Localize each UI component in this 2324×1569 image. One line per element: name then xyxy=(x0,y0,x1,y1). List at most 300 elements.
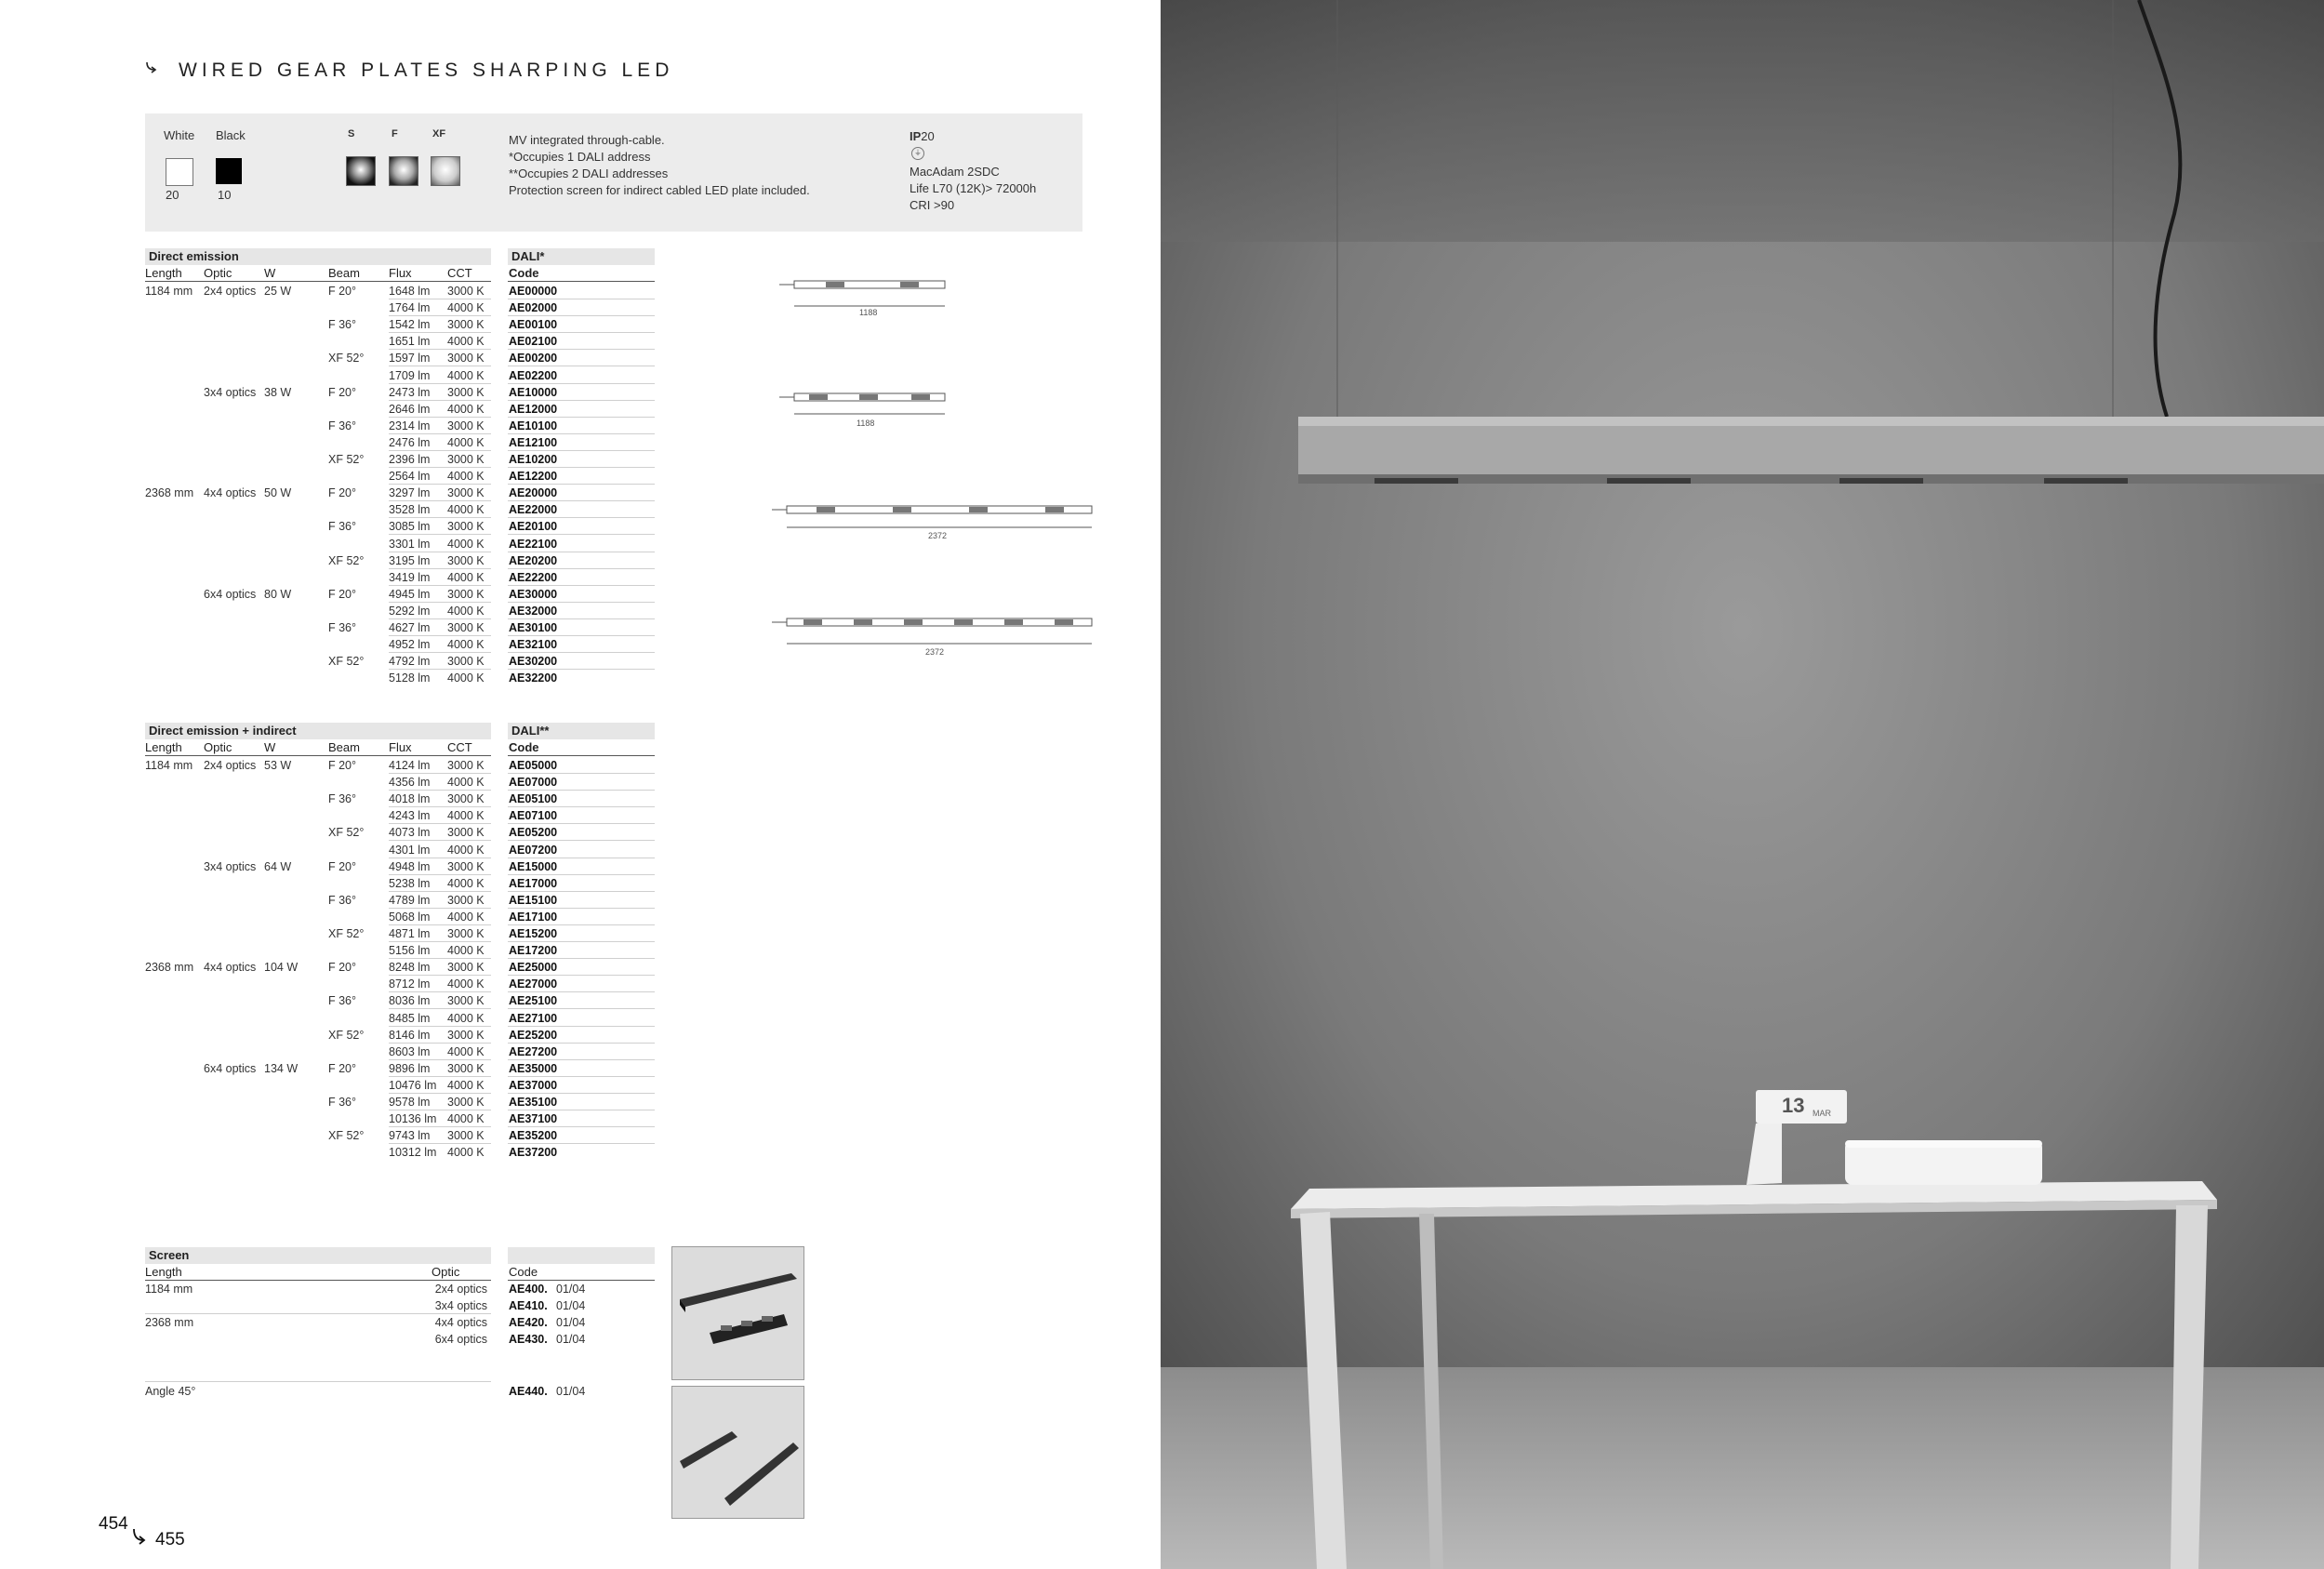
t1-header-optic: Optic xyxy=(204,266,232,280)
t2-cell: 3000 K xyxy=(447,759,485,772)
table-row xyxy=(145,468,655,485)
t2-header-w: W xyxy=(264,740,276,754)
table-row xyxy=(145,1010,655,1027)
screen-code: AE420. xyxy=(509,1316,548,1329)
t1-cell: 3195 lm xyxy=(389,553,431,567)
table-row xyxy=(145,1314,655,1331)
t1-cell: XF 52° xyxy=(328,655,365,669)
screen-optic: 6x4 optics xyxy=(434,1333,487,1346)
table-row xyxy=(145,1110,655,1127)
table-row xyxy=(145,774,655,791)
black-label: Black xyxy=(216,128,246,142)
screen-suffix: 01/04 xyxy=(556,1316,586,1329)
t2-code: AE25100 xyxy=(509,994,558,1008)
t1-cell: 4000 K xyxy=(447,301,485,315)
t2-code: AE17000 xyxy=(509,876,558,890)
t2-cell: 3000 K xyxy=(447,1129,485,1143)
t1-header-cct: CCT xyxy=(447,266,472,280)
screen-suffix: 01/04 xyxy=(556,1283,586,1296)
t1-cell: XF 52° xyxy=(328,352,365,366)
screen-length-header: Length xyxy=(145,1265,182,1279)
t1-cell: 4952 lm xyxy=(389,638,431,652)
t2-cell: 3000 K xyxy=(447,859,485,873)
black-swatch xyxy=(216,158,242,184)
t1-cell: 3000 K xyxy=(447,352,485,366)
t2-cell: 4948 lm xyxy=(389,859,431,873)
table-row xyxy=(145,1331,655,1348)
t2-header-rule xyxy=(145,755,491,756)
angle-rule xyxy=(145,1381,491,1382)
t1-header-w: W xyxy=(264,266,276,280)
t2-cell: F 36° xyxy=(328,893,357,907)
table-row xyxy=(145,501,655,518)
t1-cell: 2476 lm xyxy=(389,435,431,449)
t2-code: AE27100 xyxy=(509,1011,558,1025)
table-row xyxy=(145,367,655,384)
t1-cell: 2314 lm xyxy=(389,419,431,432)
t2-cell: F 20° xyxy=(328,759,357,772)
t2-header-code: Code xyxy=(509,740,539,754)
t2-cell: 4000 K xyxy=(447,843,485,857)
dimension-2: 1188 xyxy=(857,419,875,428)
t2-cell: 4000 K xyxy=(447,776,485,790)
t1-code: AE20100 xyxy=(509,520,558,534)
t2-header-optic: Optic xyxy=(204,740,232,754)
table-row xyxy=(145,316,655,333)
t2-code: AE07200 xyxy=(509,843,558,857)
t2-cell: 4000 K xyxy=(447,1112,485,1126)
t2-code-rule xyxy=(508,755,655,756)
t1-code: AE12100 xyxy=(509,435,558,449)
table-row xyxy=(145,536,655,552)
t1-code: AE30000 xyxy=(509,587,558,601)
t2-code: AE35200 xyxy=(509,1129,558,1143)
dimension-1: 1188 xyxy=(859,308,878,317)
table-row xyxy=(145,384,655,401)
note-line-4: Protection screen for indirect cabled LED plate included. xyxy=(509,183,810,197)
angle-screen-product-image xyxy=(671,1386,804,1519)
t2-cell: 4000 K xyxy=(447,1078,485,1092)
table-row xyxy=(145,451,655,468)
t1-cell: F 36° xyxy=(328,419,357,432)
t2-cell: 4000 K xyxy=(447,809,485,823)
drawing-1184-3x4 xyxy=(779,393,945,414)
t2-cell: 3000 K xyxy=(447,1028,485,1042)
table-row xyxy=(145,670,655,686)
table-row xyxy=(145,1060,655,1077)
t1-header-beam: Beam xyxy=(328,266,360,280)
table-row xyxy=(145,1044,655,1060)
t1-cell: 2564 lm xyxy=(389,470,431,484)
t2-cell: 5156 lm xyxy=(389,944,431,958)
t2-code: AE07000 xyxy=(509,776,558,790)
t2-cell: 2368 mm xyxy=(145,961,194,975)
t2-cell: 6x4 optics xyxy=(204,1061,257,1075)
t2-cell: 1184 mm xyxy=(145,759,193,772)
table-row xyxy=(145,909,655,925)
screen-optic: 2x4 optics xyxy=(434,1283,487,1296)
luminaire-drawings xyxy=(772,274,1107,684)
t2-cell: 4x4 optics xyxy=(204,961,257,975)
table-row xyxy=(145,858,655,875)
catalog-page-left xyxy=(0,0,1161,1569)
angle-length: Angle 45° xyxy=(145,1385,196,1398)
ip-rating: IP20 xyxy=(910,129,935,143)
t2-cell: 53 W xyxy=(264,759,292,772)
t2-code: AE05200 xyxy=(509,826,558,840)
t2-cell: F 36° xyxy=(328,792,357,806)
t2-cell: 2x4 optics xyxy=(204,759,257,772)
white-code: 20 xyxy=(166,188,179,202)
t1-cell: 4000 K xyxy=(447,570,485,584)
t2-cell: XF 52° xyxy=(328,1028,365,1042)
t1-cell: F 36° xyxy=(328,621,357,634)
drawing-1184-2x4 xyxy=(779,281,945,306)
t1-cell: 38 W xyxy=(264,385,292,399)
t1-cell: F 20° xyxy=(328,385,357,399)
t2-cell: 8146 lm xyxy=(389,1028,431,1042)
t1-cell: 3419 lm xyxy=(389,570,431,584)
macadam-spec: MacAdam 2SDC xyxy=(910,165,1000,179)
table-row xyxy=(145,586,655,603)
t1-cell: 1709 lm xyxy=(389,368,431,382)
t2-cell: XF 52° xyxy=(328,927,365,940)
t2-code: AE37000 xyxy=(509,1078,558,1092)
t2-cell: 8036 lm xyxy=(389,994,431,1008)
t2-code: AE15000 xyxy=(509,859,558,873)
page-number-right: 455 xyxy=(155,1530,185,1549)
t2-cell: 8712 lm xyxy=(389,977,431,991)
t2-cell: F 36° xyxy=(328,994,357,1008)
t1-cell: 3000 K xyxy=(447,453,485,466)
dimension-4: 2372 xyxy=(925,647,945,657)
table-row xyxy=(145,791,655,807)
table-row xyxy=(145,959,655,976)
t1-cell: 2396 lm xyxy=(389,453,431,466)
t1-cell: 25 W xyxy=(264,285,292,298)
t2-code: AE27000 xyxy=(509,977,558,991)
table-row xyxy=(145,333,655,350)
white-swatch xyxy=(166,158,193,186)
t1-cell: 1542 lm xyxy=(389,318,431,332)
t2-code: AE37200 xyxy=(509,1146,558,1160)
t2-cell: 8248 lm xyxy=(389,961,431,975)
screen-product-image xyxy=(671,1246,804,1380)
optic-s-icon xyxy=(346,156,376,186)
arrow-icon xyxy=(143,58,162,76)
t2-cell: 4000 K xyxy=(447,876,485,890)
earth-icon: ⏚ xyxy=(911,147,924,160)
finish-info-box xyxy=(145,113,1082,232)
t1-code: AE20200 xyxy=(509,553,558,567)
t1-code: AE22100 xyxy=(509,537,558,551)
t2-cell: 10136 lm xyxy=(389,1112,437,1126)
t1-cell: 4792 lm xyxy=(389,655,431,669)
t1-cell: 1764 lm xyxy=(389,301,431,315)
t1-cell: 4000 K xyxy=(447,335,485,349)
cri-spec: CRI >90 xyxy=(910,198,955,212)
table-row xyxy=(145,418,655,434)
t1-cell: 1184 mm xyxy=(145,285,193,298)
t2-code: AE35100 xyxy=(509,1096,558,1109)
t1-cell: 4000 K xyxy=(447,604,485,618)
t2-cell: 9578 lm xyxy=(389,1096,431,1109)
t1-cell: 3000 K xyxy=(447,587,485,601)
table-row xyxy=(145,653,655,670)
screen-suffix: 01/04 xyxy=(556,1299,586,1312)
screen-table-title: Screen xyxy=(145,1247,491,1264)
t1-header-length: Length xyxy=(145,266,182,280)
t2-cell: 5238 lm xyxy=(389,876,431,890)
t2-cell: 4871 lm xyxy=(389,927,431,940)
t1-header-flux: Flux xyxy=(389,266,412,280)
t1-cell: 4000 K xyxy=(447,368,485,382)
t1-code: AE10000 xyxy=(509,385,558,399)
t1-cell: 2x4 optics xyxy=(204,285,257,298)
t2-cell: 5068 lm xyxy=(389,910,431,924)
t1-cell: 3000 K xyxy=(447,553,485,567)
t1-dali: DALI* xyxy=(508,248,655,265)
t1-code: AE10100 xyxy=(509,419,558,432)
t1-code: AE02000 xyxy=(509,301,558,315)
table-row xyxy=(145,807,655,824)
drawing-2368-6x4 xyxy=(772,618,1092,644)
table-row xyxy=(145,925,655,942)
screen-code-head xyxy=(508,1247,655,1264)
t2-cell: 4000 K xyxy=(447,1044,485,1058)
screen-code: AE400. xyxy=(509,1283,548,1296)
t1-code: AE00000 xyxy=(509,285,558,298)
table-row xyxy=(145,976,655,992)
optic-label-xf: XF xyxy=(432,128,446,140)
t1-cell: 4x4 optics xyxy=(204,486,257,500)
table-row xyxy=(145,283,655,299)
t1-cell: 80 W xyxy=(264,587,292,601)
t2-cell: 3000 K xyxy=(447,961,485,975)
dimension-3: 2372 xyxy=(928,531,948,540)
t1-cell: 4945 lm xyxy=(389,587,431,601)
t2-cell: 3000 K xyxy=(447,826,485,840)
t1-cell: 3528 lm xyxy=(389,503,431,517)
arrow-icon-small xyxy=(130,1527,154,1548)
table-row xyxy=(145,603,655,619)
t2-code: AE17100 xyxy=(509,910,558,924)
t1-code: AE20000 xyxy=(509,486,558,500)
screen-suffix: 01/04 xyxy=(556,1333,586,1346)
table-row xyxy=(145,485,655,501)
t1-code: AE10200 xyxy=(509,453,558,466)
t1-code: AE02100 xyxy=(509,335,558,349)
t2-title: Direct emission + indirect xyxy=(145,723,491,739)
t1-cell: 2646 lm xyxy=(389,402,431,416)
screen-optic: 4x4 optics xyxy=(434,1316,487,1329)
t1-code: AE12000 xyxy=(509,402,558,416)
table-row xyxy=(145,757,655,774)
t1-cell: F 20° xyxy=(328,486,357,500)
table-row xyxy=(145,1094,655,1110)
white-label: White xyxy=(164,128,195,142)
t1-cell: F 36° xyxy=(328,318,357,332)
screen-optic: 3x4 optics xyxy=(434,1299,487,1312)
screen-code: AE410. xyxy=(509,1299,548,1312)
angle-suffix: 01/04 xyxy=(556,1385,586,1398)
optic-label-f: F xyxy=(392,128,398,140)
note-line-2: *Occupies 1 DALI address xyxy=(509,150,651,164)
t1-cell: 4000 K xyxy=(447,671,485,685)
t2-code: AE35000 xyxy=(509,1061,558,1075)
t2-dali: DALI** xyxy=(508,723,655,739)
t2-cell: 3000 K xyxy=(447,792,485,806)
t1-cell: 4000 K xyxy=(447,638,485,652)
table-row xyxy=(145,892,655,909)
t2-cell: 4243 lm xyxy=(389,809,431,823)
t1-code: AE32200 xyxy=(509,671,558,685)
t2-header-beam: Beam xyxy=(328,740,360,754)
t2-cell: 4789 lm xyxy=(389,893,431,907)
t1-cell: 1597 lm xyxy=(389,352,431,366)
note-line-3: **Occupies 2 DALI addresses xyxy=(509,166,669,180)
t1-cell: 5128 lm xyxy=(389,671,431,685)
optic-xf-icon xyxy=(431,156,460,186)
t1-code: AE32100 xyxy=(509,638,558,652)
t1-code: AE22200 xyxy=(509,570,558,584)
t1-cell: 3000 K xyxy=(447,419,485,432)
t1-cell: 3000 K xyxy=(447,285,485,298)
table-row xyxy=(145,842,655,858)
t1-code: AE30200 xyxy=(509,655,558,669)
t2-cell: 4000 K xyxy=(447,1146,485,1160)
t1-header-code: Code xyxy=(509,266,539,280)
t1-cell: 4627 lm xyxy=(389,621,431,634)
t1-code-rule xyxy=(508,281,655,282)
table-row xyxy=(145,569,655,586)
table-row xyxy=(145,636,655,653)
black-code: 10 xyxy=(218,188,232,202)
t2-cell: 134 W xyxy=(264,1061,299,1075)
t1-cell: XF 52° xyxy=(328,453,365,466)
screen-code-header: Code xyxy=(509,1265,538,1279)
life-spec: Life L70 (12K)> 72000h xyxy=(910,181,1037,195)
t1-cell: 3000 K xyxy=(447,520,485,534)
t1-cell: 3000 K xyxy=(447,318,485,332)
t1-cell: 6x4 optics xyxy=(204,587,257,601)
screen-optic-header: Optic xyxy=(432,1265,460,1279)
t2-cell: 8603 lm xyxy=(389,1044,431,1058)
t2-code: AE05100 xyxy=(509,792,558,806)
screen-length: 2368 mm xyxy=(145,1316,194,1329)
t1-title: Direct emission xyxy=(145,248,491,265)
note-line-1: MV integrated through-cable. xyxy=(509,133,665,147)
table-row xyxy=(145,552,655,569)
t2-header-length: Length xyxy=(145,740,182,754)
t2-cell: 4073 lm xyxy=(389,826,431,840)
table-row xyxy=(145,875,655,892)
t1-code: AE02200 xyxy=(509,368,558,382)
screen-code: AE430. xyxy=(509,1333,548,1346)
screen-length: 1184 mm xyxy=(145,1283,193,1296)
t1-cell: F 20° xyxy=(328,587,357,601)
t2-cell: 9743 lm xyxy=(389,1129,431,1143)
t1-cell: 4000 K xyxy=(447,435,485,449)
t2-cell: 8485 lm xyxy=(389,1011,431,1025)
t2-cell: F 20° xyxy=(328,961,357,975)
t2-cell: 3000 K xyxy=(447,1061,485,1075)
table-row xyxy=(145,619,655,636)
t1-cell: 4000 K xyxy=(447,402,485,416)
t1-cell: 3301 lm xyxy=(389,537,431,551)
t2-header-cct: CCT xyxy=(447,740,472,754)
t1-cell: 3x4 optics xyxy=(204,385,257,399)
t1-cell: 3000 K xyxy=(447,486,485,500)
table-row xyxy=(145,1297,655,1314)
t2-cell: 4124 lm xyxy=(389,759,431,772)
t2-code: AE37100 xyxy=(509,1112,558,1126)
table-row xyxy=(145,401,655,418)
table-row xyxy=(145,942,655,959)
t2-cell: F 36° xyxy=(328,1096,357,1109)
page-title: WIRED GEAR PLATES SHARPING LED xyxy=(179,60,674,81)
t2-cell: 4018 lm xyxy=(389,792,431,806)
t2-cell: 3x4 optics xyxy=(204,859,257,873)
table-row xyxy=(145,518,655,535)
t1-cell: 4000 K xyxy=(447,537,485,551)
table-row xyxy=(145,1281,655,1297)
t2-cell: 3000 K xyxy=(447,994,485,1008)
t1-cell: 3000 K xyxy=(447,621,485,634)
t2-cell: 4000 K xyxy=(447,944,485,958)
t1-code: AE30100 xyxy=(509,621,558,634)
t2-cell: 10312 lm xyxy=(389,1146,437,1160)
t1-cell: F 20° xyxy=(328,285,357,298)
t1-cell: 3085 lm xyxy=(389,520,431,534)
t2-code: AE05000 xyxy=(509,759,558,772)
t1-cell: 1648 lm xyxy=(389,285,431,298)
t2-cell: 4301 lm xyxy=(389,843,431,857)
t1-cell: 2368 mm xyxy=(145,486,194,500)
t1-cell: 3000 K xyxy=(447,385,485,399)
t2-cell: 3000 K xyxy=(447,1096,485,1109)
t2-cell: 4000 K xyxy=(447,1011,485,1025)
t1-code: AE12200 xyxy=(509,470,558,484)
t1-cell: 4000 K xyxy=(447,503,485,517)
table-row xyxy=(145,1127,655,1144)
t2-cell: 3000 K xyxy=(447,927,485,940)
drawing-2368-4x4 xyxy=(772,506,1092,527)
t2-code: AE27200 xyxy=(509,1044,558,1058)
t2-code: AE25000 xyxy=(509,961,558,975)
table-row xyxy=(145,824,655,841)
t1-cell: 1651 lm xyxy=(389,335,431,349)
t2-cell: XF 52° xyxy=(328,1129,365,1143)
table-row xyxy=(145,1077,655,1094)
t2-cell: 104 W xyxy=(264,961,299,975)
t2-cell: 4000 K xyxy=(447,977,485,991)
t2-cell: F 20° xyxy=(328,859,357,873)
table-row xyxy=(145,299,655,316)
calendar-day: 13 xyxy=(1782,1094,1805,1117)
table-row xyxy=(145,434,655,451)
t1-cell: XF 52° xyxy=(328,553,365,567)
t1-cell: 3297 lm xyxy=(389,486,431,500)
t2-code: AE17200 xyxy=(509,944,558,958)
t2-cell: 3000 K xyxy=(447,893,485,907)
t2-cell: 9896 lm xyxy=(389,1061,431,1075)
t2-cell: 64 W xyxy=(264,859,292,873)
angle-code: AE440. xyxy=(509,1385,548,1398)
table-row xyxy=(145,1027,655,1044)
t1-cell: F 36° xyxy=(328,520,357,534)
t2-header-flux: Flux xyxy=(389,740,412,754)
